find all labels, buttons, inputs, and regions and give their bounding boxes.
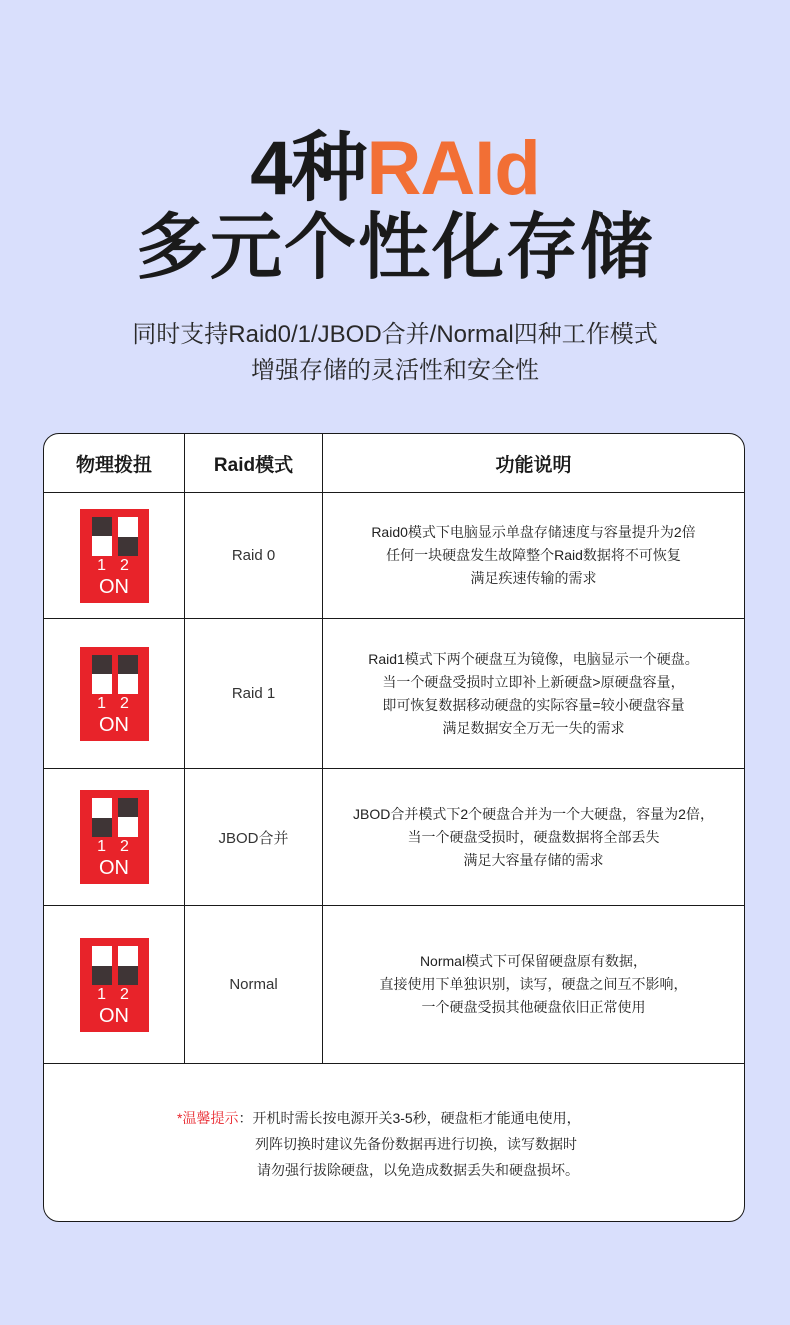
table-row <box>44 619 744 769</box>
raid-mode-table <box>43 433 745 1222</box>
switch-on-label: ON <box>99 713 129 736</box>
mode-label: Raid 1 <box>185 619 323 768</box>
switch-1 <box>92 655 112 694</box>
page-title-line2: 多元个性化存储 <box>135 208 654 288</box>
subtitle-line2: 增强存储的灵活性和安全性 <box>251 357 539 384</box>
dip-switch-icon <box>80 790 149 884</box>
switch-on-label: ON <box>99 575 129 598</box>
switch-numbers: 12 <box>97 694 143 712</box>
table-row <box>44 493 744 619</box>
tip-label: *温馨提示 <box>177 1110 239 1126</box>
switch-1 <box>92 798 112 837</box>
mode-label: Raid 0 <box>185 493 323 618</box>
mode-description: Normal模式下可保留硬盘原有数据， 直接使用下单独识别，读写，硬盘之间互不影响， 一个硬盘受损其他硬盘依旧正常使用 <box>379 953 688 1015</box>
header-function-desc: 功能说明 <box>495 454 572 476</box>
dip-switch-cell <box>44 906 185 1063</box>
dip-switch-cell <box>44 619 185 768</box>
dip-switch-icon <box>80 647 149 741</box>
switch-2 <box>118 798 138 837</box>
mode-description: Raid1模式下两个硬盘互为镜像，电脑显示一个硬盘。 当一个硬盘受损时立即补上新硬盘>原硬盘容量， 即可恢复数据移动硬盘的实际容量=较小硬盘容量 满足数据安全万无一失的需求 <box>368 650 699 736</box>
mode-label: Normal <box>185 906 323 1063</box>
tip-line3: 请勿强行拔除硬盘，以免造成数据丢失和硬盘损坏。 <box>257 1162 579 1178</box>
tip-line1: *温馨提示：开机时需长按电源开关3-5秒，硬盘柜才能通电使用， <box>177 1110 581 1126</box>
subtitle-line1: 同时支持Raid0/1/JBOD合并/Normal四种工作模式 <box>132 321 658 348</box>
title-accent: RAId <box>366 126 540 211</box>
title-prefix: 4种 <box>250 126 367 211</box>
dip-switch-cell <box>44 493 185 618</box>
dip-switch-icon <box>80 509 149 603</box>
switch-on-label: ON <box>99 857 129 879</box>
header-raid-mode: Raid模式 <box>185 434 323 492</box>
dip-switch-cell <box>44 769 185 905</box>
table-row <box>44 769 744 906</box>
switch-2 <box>118 517 138 556</box>
switch-2 <box>118 655 138 694</box>
page-title-line1 <box>0 128 790 210</box>
mode-description: JBOD合并模式下2个硬盘合并为一个大硬盘，容量为2倍， 当一个硬盘受损时，硬盘数据将全部丢失 满足大容量存储的需求 <box>353 805 714 868</box>
switch-2 <box>118 946 138 985</box>
mode-description: Raid0模式下电脑显示单盘存储速度与容量提升为2倍 任何一块硬盘发生故障整个Raid数据将不可恢复 满足疾速传输的需求 <box>371 524 696 586</box>
mode-label: JBOD合并 <box>185 769 323 905</box>
switch-1 <box>92 946 112 985</box>
switch-numbers: 12 <box>97 985 143 1003</box>
switch-1 <box>92 517 112 556</box>
tip-line2: 列阵切换时建议先备份数据再进行切换，读写数据时 <box>255 1136 577 1152</box>
header-physical-switch: 物理拨扭 <box>44 434 185 492</box>
table-header-row <box>44 434 744 493</box>
switch-on-label: ON <box>99 1004 129 1027</box>
dip-switch-icon <box>80 938 149 1032</box>
warm-tip <box>44 1064 744 1222</box>
table-row <box>44 906 744 1064</box>
switch-numbers: 12 <box>97 556 143 574</box>
switch-numbers: 12 <box>97 838 143 855</box>
